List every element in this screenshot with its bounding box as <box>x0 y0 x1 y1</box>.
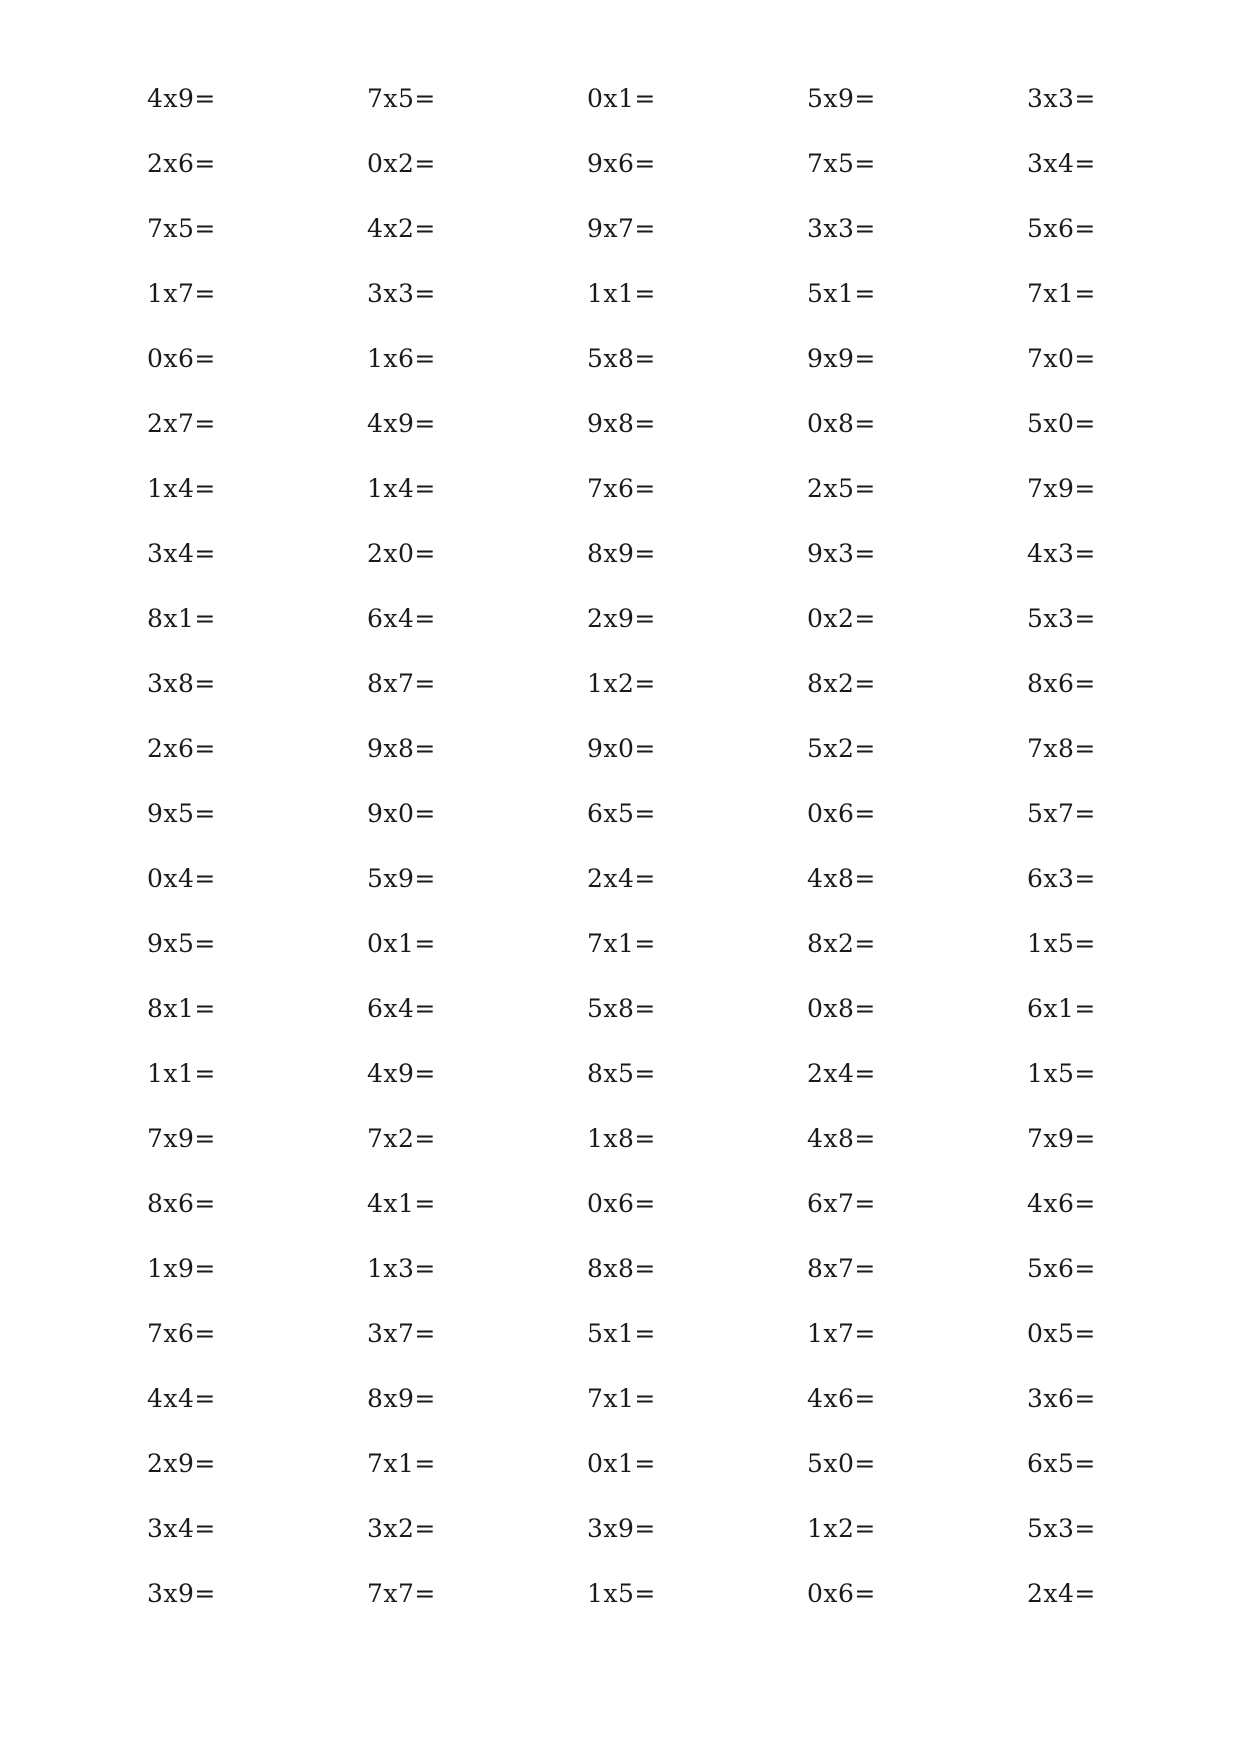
multiplication-problem: 1x2= <box>807 1514 876 1543</box>
multiplication-problem: 6x1= <box>1027 994 1096 1023</box>
multiplication-problem: 4x8= <box>807 1124 876 1153</box>
multiplication-problem: 2x9= <box>587 604 656 633</box>
multiplication-problem: 3x8= <box>147 669 216 698</box>
multiplication-problem: 7x5= <box>147 214 216 243</box>
multiplication-problem: 5x2= <box>807 734 876 763</box>
multiplication-problem: 7x1= <box>1027 279 1096 308</box>
multiplication-problem: 7x1= <box>367 1449 436 1478</box>
multiplication-problem: 1x5= <box>1027 1059 1096 1088</box>
multiplication-problem: 2x7= <box>147 409 216 438</box>
multiplication-problem: 7x9= <box>147 1124 216 1153</box>
multiplication-problem: 3x4= <box>147 1514 216 1543</box>
multiplication-problem: 9x7= <box>587 214 656 243</box>
multiplication-problem: 6x5= <box>587 799 656 828</box>
multiplication-problem: 9x5= <box>147 799 216 828</box>
multiplication-problem: 8x1= <box>147 604 216 633</box>
multiplication-problem: 5x9= <box>807 84 876 113</box>
multiplication-problem: 2x9= <box>147 1449 216 1478</box>
multiplication-problem: 1x6= <box>367 344 436 373</box>
multiplication-problem: 2x5= <box>807 474 876 503</box>
multiplication-problem: 1x1= <box>147 1059 216 1088</box>
multiplication-problem: 5x3= <box>1027 1514 1096 1543</box>
multiplication-problem: 8x2= <box>807 669 876 698</box>
multiplication-problem: 2x6= <box>147 734 216 763</box>
multiplication-problem: 5x7= <box>1027 799 1096 828</box>
multiplication-problem: 4x1= <box>367 1189 436 1218</box>
multiplication-problem: 9x8= <box>367 734 436 763</box>
multiplication-problem: 6x3= <box>1027 864 1096 893</box>
multiplication-problem: 7x2= <box>367 1124 436 1153</box>
multiplication-problem: 5x6= <box>1027 1254 1096 1283</box>
multiplication-problem: 4x6= <box>1027 1189 1096 1218</box>
multiplication-problem: 1x5= <box>1027 929 1096 958</box>
multiplication-problem: 6x4= <box>367 604 436 633</box>
multiplication-problem: 2x4= <box>807 1059 876 1088</box>
multiplication-problem: 3x4= <box>1027 149 1096 178</box>
multiplication-problem: 0x4= <box>147 864 216 893</box>
multiplication-problem: 1x7= <box>807 1319 876 1348</box>
multiplication-problem: 3x9= <box>587 1514 656 1543</box>
multiplication-problem: 9x9= <box>807 344 876 373</box>
multiplication-problem: 3x7= <box>367 1319 436 1348</box>
multiplication-problem: 5x1= <box>807 279 876 308</box>
multiplication-problem: 7x7= <box>367 1579 436 1608</box>
multiplication-problem: 9x8= <box>587 409 656 438</box>
multiplication-problem: 5x6= <box>1027 214 1096 243</box>
multiplication-problem: 6x7= <box>807 1189 876 1218</box>
multiplication-problem: 1x4= <box>367 474 436 503</box>
multiplication-problem: 8x8= <box>587 1254 656 1283</box>
multiplication-problem: 7x1= <box>587 929 656 958</box>
multiplication-problem: 6x5= <box>1027 1449 1096 1478</box>
multiplication-problem: 3x3= <box>367 279 436 308</box>
multiplication-problem: 7x0= <box>1027 344 1096 373</box>
multiplication-problem: 7x9= <box>1027 474 1096 503</box>
multiplication-problem: 0x1= <box>587 84 656 113</box>
multiplication-problem: 0x1= <box>367 929 436 958</box>
multiplication-problem: 2x0= <box>367 539 436 568</box>
multiplication-problem: 4x8= <box>807 864 876 893</box>
multiplication-problem: 9x0= <box>587 734 656 763</box>
multiplication-problem: 0x8= <box>807 409 876 438</box>
multiplication-problem: 1x4= <box>147 474 216 503</box>
multiplication-problem: 7x6= <box>587 474 656 503</box>
multiplication-problem: 9x3= <box>807 539 876 568</box>
multiplication-problem: 1x1= <box>587 279 656 308</box>
multiplication-problem: 5x3= <box>1027 604 1096 633</box>
multiplication-problem: 7x1= <box>587 1384 656 1413</box>
multiplication-problem: 0x6= <box>587 1189 656 1218</box>
multiplication-problem: 4x9= <box>367 1059 436 1088</box>
multiplication-problem: 3x3= <box>807 214 876 243</box>
multiplication-problem: 1x8= <box>587 1124 656 1153</box>
multiplication-problem: 3x2= <box>367 1514 436 1543</box>
multiplication-problem: 8x6= <box>1027 669 1096 698</box>
multiplication-problem: 0x6= <box>807 799 876 828</box>
multiplication-problem: 1x3= <box>367 1254 436 1283</box>
multiplication-problem: 0x2= <box>367 149 436 178</box>
multiplication-problem: 7x9= <box>1027 1124 1096 1153</box>
multiplication-problem: 1x7= <box>147 279 216 308</box>
multiplication-problem: 9x5= <box>147 929 216 958</box>
multiplication-problem: 8x1= <box>147 994 216 1023</box>
multiplication-problem: 6x4= <box>367 994 436 1023</box>
multiplication-problem: 0x5= <box>1027 1319 1096 1348</box>
multiplication-problem: 8x7= <box>367 669 436 698</box>
multiplication-problem: 4x9= <box>367 409 436 438</box>
multiplication-problem: 5x0= <box>1027 409 1096 438</box>
multiplication-problem: 0x6= <box>147 344 216 373</box>
multiplication-problem: 0x8= <box>807 994 876 1023</box>
multiplication-problem: 7x6= <box>147 1319 216 1348</box>
multiplication-problem: 2x4= <box>1027 1579 1096 1608</box>
multiplication-problem: 3x9= <box>147 1579 216 1608</box>
multiplication-problem: 8x9= <box>587 539 656 568</box>
multiplication-problem: 3x4= <box>147 539 216 568</box>
multiplication-problem: 4x2= <box>367 214 436 243</box>
multiplication-problem: 1x9= <box>147 1254 216 1283</box>
multiplication-problem: 5x0= <box>807 1449 876 1478</box>
multiplication-problem: 5x9= <box>367 864 436 893</box>
multiplication-problem: 2x6= <box>147 149 216 178</box>
multiplication-problem: 0x1= <box>587 1449 656 1478</box>
multiplication-problem: 8x9= <box>367 1384 436 1413</box>
multiplication-problem: 7x5= <box>367 84 436 113</box>
multiplication-problem: 8x6= <box>147 1189 216 1218</box>
multiplication-problem: 8x7= <box>807 1254 876 1283</box>
multiplication-problem: 5x8= <box>587 344 656 373</box>
multiplication-problem: 3x3= <box>1027 84 1096 113</box>
multiplication-problem: 1x2= <box>587 669 656 698</box>
multiplication-problem: 7x5= <box>807 149 876 178</box>
multiplication-problem: 4x3= <box>1027 539 1096 568</box>
problem-grid <box>147 84 1147 1644</box>
multiplication-problem: 8x5= <box>587 1059 656 1088</box>
multiplication-problem: 3x6= <box>1027 1384 1096 1413</box>
multiplication-problem: 9x6= <box>587 149 656 178</box>
multiplication-problem: 2x4= <box>587 864 656 893</box>
multiplication-problem: 7x8= <box>1027 734 1096 763</box>
multiplication-problem: 4x6= <box>807 1384 876 1413</box>
multiplication-problem: 8x2= <box>807 929 876 958</box>
multiplication-problem: 4x9= <box>147 84 216 113</box>
multiplication-problem: 5x8= <box>587 994 656 1023</box>
multiplication-problem: 0x2= <box>807 604 876 633</box>
multiplication-problem: 4x4= <box>147 1384 216 1413</box>
multiplication-problem: 9x0= <box>367 799 436 828</box>
multiplication-problem: 5x1= <box>587 1319 656 1348</box>
multiplication-problem: 1x5= <box>587 1579 656 1608</box>
multiplication-problem: 0x6= <box>807 1579 876 1608</box>
